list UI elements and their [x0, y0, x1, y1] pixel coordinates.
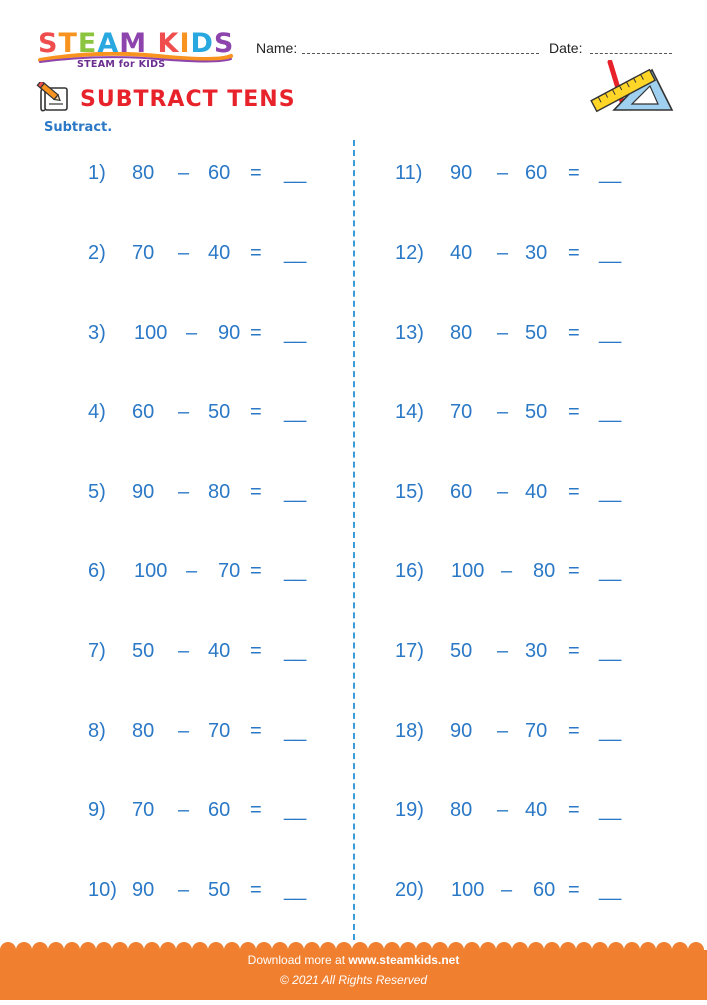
problem-number: 4) — [88, 401, 106, 423]
problem-number: 12) — [395, 242, 424, 264]
problem-number: 3) — [88, 322, 106, 344]
answer-blank[interactable]: __ — [599, 879, 622, 901]
answer-blank[interactable]: __ — [599, 401, 622, 423]
answer-blank[interactable]: __ — [284, 560, 307, 582]
minus-sign: – — [497, 322, 509, 344]
minuend: 100 — [134, 560, 168, 582]
answer-blank[interactable]: __ — [284, 322, 307, 344]
subtrahend: 60 — [208, 799, 231, 821]
pencil-paper-icon — [36, 82, 72, 114]
worksheet-title: SUBTRACT TENS — [80, 87, 296, 112]
subtrahend: 50 — [525, 401, 548, 423]
subtrahend: 60 — [208, 162, 231, 184]
minus-sign: – — [186, 322, 198, 344]
minuend: 100 — [451, 879, 485, 901]
minuend: 40 — [450, 242, 473, 264]
minus-sign: – — [178, 242, 190, 264]
equals-sign: = — [250, 640, 262, 662]
answer-blank[interactable]: __ — [284, 879, 307, 901]
answer-blank[interactable]: __ — [284, 799, 307, 821]
equals-sign: = — [568, 322, 580, 344]
answer-blank[interactable]: __ — [599, 640, 622, 662]
problem-number: 6) — [88, 560, 106, 582]
answer-blank[interactable]: __ — [599, 322, 622, 344]
minuend: 80 — [450, 322, 473, 344]
problem-number: 11) — [395, 162, 423, 184]
subtrahend: 50 — [525, 322, 548, 344]
subtrahend: 60 — [525, 162, 548, 184]
minuend: 90 — [450, 162, 473, 184]
equals-sign: = — [250, 322, 262, 344]
footer-band — [0, 940, 707, 1000]
subtrahend: 70 — [208, 720, 231, 742]
answer-blank[interactable]: __ — [284, 162, 307, 184]
subtrahend: 80 — [208, 481, 231, 503]
minuend: 80 — [450, 799, 473, 821]
footer — [0, 940, 707, 1000]
minus-sign: – — [497, 481, 509, 503]
problem-number: 9) — [88, 799, 106, 821]
subtrahend: 40 — [525, 481, 548, 503]
minus-sign: – — [178, 879, 190, 901]
problem-number: 7) — [88, 640, 106, 662]
equals-sign: = — [568, 720, 580, 742]
subtrahend: 80 — [533, 560, 556, 582]
answer-blank[interactable]: __ — [599, 162, 622, 184]
equals-sign: = — [568, 401, 580, 423]
minuend: 50 — [450, 640, 473, 662]
answer-blank[interactable]: __ — [599, 720, 622, 742]
minuend: 90 — [450, 720, 473, 742]
answer-blank[interactable]: __ — [599, 799, 622, 821]
minuend: 60 — [132, 401, 155, 423]
problem-number: 10) — [88, 879, 117, 901]
minuend: 70 — [132, 799, 155, 821]
minuend: 80 — [132, 162, 155, 184]
equals-sign: = — [250, 242, 262, 264]
date-field[interactable] — [590, 53, 672, 54]
footer-site-link[interactable]: www.steamkids.net — [348, 953, 460, 967]
subtrahend: 50 — [208, 401, 231, 423]
minuend: 90 — [132, 879, 155, 901]
answer-blank[interactable]: __ — [284, 401, 307, 423]
footer-copyright: © 2021 All Rights Reserved — [279, 973, 428, 987]
answer-blank[interactable]: __ — [284, 242, 307, 264]
answer-blank[interactable]: __ — [599, 481, 622, 503]
subtrahend: 50 — [208, 879, 231, 901]
subtrahend: 60 — [533, 879, 556, 901]
minus-sign: – — [497, 162, 509, 184]
logo-letter: S — [213, 28, 235, 59]
subtrahend: 40 — [208, 242, 231, 264]
answer-blank[interactable]: __ — [599, 242, 622, 264]
logo-letter: M — [119, 28, 148, 59]
problem-number: 17) — [395, 640, 424, 662]
logo-tagline: STEAM for KIDS — [77, 59, 166, 70]
minuend: 50 — [132, 640, 155, 662]
answer-blank[interactable]: __ — [284, 720, 307, 742]
subtrahend: 30 — [525, 242, 548, 264]
minuend: 60 — [450, 481, 473, 503]
equals-sign: = — [568, 242, 580, 264]
minus-sign: – — [497, 242, 509, 264]
footer-download — [0, 953, 707, 967]
equals-sign: = — [568, 481, 580, 503]
minus-sign: – — [501, 879, 513, 901]
subtrahend: 40 — [208, 640, 231, 662]
equals-sign: = — [250, 879, 262, 901]
logo-letter: I — [179, 28, 191, 59]
minus-sign: – — [186, 560, 198, 582]
equals-sign: = — [250, 401, 262, 423]
equals-sign: = — [250, 162, 262, 184]
equals-sign: = — [250, 799, 262, 821]
name-label: Name: — [256, 40, 298, 56]
problem-number: 5) — [88, 481, 106, 503]
minus-sign: – — [178, 401, 190, 423]
minuend: 100 — [134, 322, 168, 344]
minuend: 70 — [132, 242, 155, 264]
minus-sign: – — [497, 640, 509, 662]
subtrahend: 30 — [525, 640, 548, 662]
minuend: 80 — [132, 720, 155, 742]
minus-sign: – — [178, 640, 190, 662]
logo-letter: A — [97, 28, 120, 59]
equals-sign: = — [250, 560, 262, 582]
logo-swoosh-icon — [38, 52, 233, 64]
equals-sign: = — [568, 162, 580, 184]
minus-sign: – — [497, 799, 509, 821]
problem-number: 1) — [88, 162, 106, 184]
logo-letter: K — [157, 28, 180, 59]
steam-kids-logo — [38, 30, 238, 70]
equals-sign: = — [568, 799, 580, 821]
logo-letter: E — [77, 28, 98, 59]
minuend: 90 — [132, 481, 155, 503]
minuend: 100 — [451, 560, 485, 582]
equals-sign: = — [568, 879, 580, 901]
problem-number: 19) — [395, 799, 424, 821]
logo-letter: T — [58, 28, 78, 59]
answer-blank[interactable]: __ — [284, 640, 307, 662]
equals-sign: = — [568, 640, 580, 662]
logo-letter: S — [38, 28, 59, 59]
name-field[interactable] — [302, 53, 539, 54]
subtrahend: 70 — [218, 560, 241, 582]
problem-number: 15) — [395, 481, 424, 503]
problem-number: 2) — [88, 242, 106, 264]
subtrahend: 70 — [525, 720, 548, 742]
minus-sign: – — [178, 481, 190, 503]
problem-number: 16) — [395, 560, 424, 582]
minus-sign: – — [501, 560, 513, 582]
problem-number: 8) — [88, 720, 106, 742]
problem-number: 13) — [395, 322, 424, 344]
equals-sign: = — [250, 720, 262, 742]
equals-sign: = — [250, 481, 262, 503]
minus-sign: – — [497, 720, 509, 742]
problem-number: 18) — [395, 720, 424, 742]
minus-sign: – — [178, 162, 190, 184]
footer-download-text: Download more at — [247, 953, 349, 967]
ruler-triangle-icon — [588, 60, 674, 116]
minus-sign: – — [178, 799, 190, 821]
column-divider — [353, 140, 355, 940]
instruction-text: Subtract. — [44, 120, 113, 135]
minus-sign: – — [497, 401, 509, 423]
problem-number: 14) — [395, 401, 424, 423]
equals-sign: = — [568, 560, 580, 582]
minuend: 70 — [450, 401, 473, 423]
answer-blank[interactable]: __ — [599, 560, 622, 582]
minus-sign: – — [178, 720, 190, 742]
answer-blank[interactable]: __ — [284, 481, 307, 503]
logo-letter: D — [190, 28, 214, 59]
subtrahend: 40 — [525, 799, 548, 821]
problem-number: 20) — [395, 879, 424, 901]
date-label: Date: — [549, 40, 583, 56]
subtrahend: 90 — [218, 322, 241, 344]
